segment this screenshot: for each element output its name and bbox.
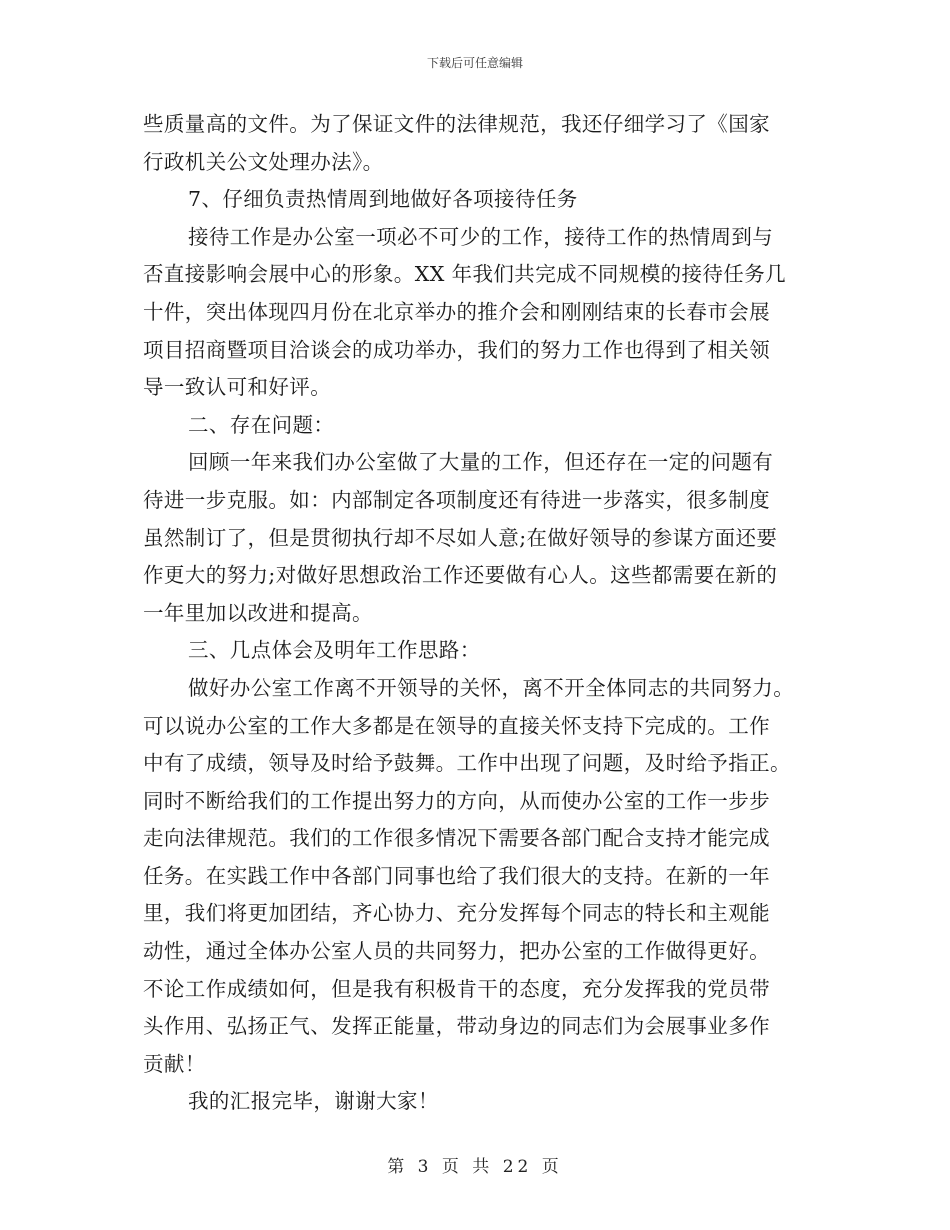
text-line: 一年里加以改进和提高。 — [143, 600, 373, 625]
text-line: 走向法律规范。我们的工作很多情况下需要各部门配合支持才能完成 — [143, 826, 770, 851]
document-body — [143, 106, 811, 1121]
text-line: 动性，通过全体办公室人员的共同努力，把办公室的工作做得更好。 — [143, 939, 770, 964]
text-line: 我的汇报完毕，谢谢大家！ — [188, 1089, 439, 1114]
text-line: 里，我们将更加团结，齐心协力、充分发挥每个同志的特长和主观能 — [143, 901, 770, 926]
text-line: 可以说办公室的工作大多都是在领导的直接关怀支持下完成的。工作 — [143, 713, 770, 738]
text-line: 7、仔细负责热情周到地做好各项接待任务 — [188, 187, 578, 212]
text-line: 否直接影响会展中心的形象。XX 年我们共完成不同规模的接待任务几 — [143, 262, 787, 287]
text-line: 做好办公室工作离不开领导的关怀，离不开全体同志的共同努力。 — [188, 675, 795, 700]
text-line: 作更大的努力;对做好思想政治工作还要做有心人。这些都需要在新的 — [143, 563, 778, 588]
text-line: 头作用、弘扬正气、发挥正能量，带动身边的同志们为会展事业多作 — [143, 1014, 770, 1039]
text-line: 中有了成绩，领导及时给予鼓舞。工作中出现了问题，及时给予指正。 — [143, 751, 791, 776]
text-line: 三、几点体会及明年工作思路： — [188, 638, 481, 663]
text-line: 十件，突出体现四月份在北京举办的推介会和刚刚结束的长春市会展 — [143, 299, 770, 324]
text-line: 回顾一年来我们办公室做了大量的工作，但还存在一定的问题有 — [188, 450, 774, 475]
text-line: 项目招商暨项目洽谈会的成功举办，我们的努力工作也得到了相关领 — [143, 337, 770, 362]
text-line: 接待工作是办公室一项必不可少的工作，接待工作的热情周到与 — [188, 224, 774, 249]
text-line: 虽然制订了，但是贯彻执行却不尽如人意;在做好领导的参谋方面还要 — [143, 525, 778, 550]
text-line: 二、存在问题： — [188, 412, 335, 437]
page-footer: 第 3 页 共 22 页 — [387, 1157, 563, 1177]
text-line: 任务。在实践工作中各部门同事也给了我们很大的支持。在新的一年 — [143, 863, 770, 888]
text-line: 些质量高的文件。为了保证文件的法律规范，我还仔细学习了《国家 — [143, 112, 770, 136]
text-line: 同时不断给我们的工作提出努力的方向，从而使办公室的工作一步步 — [143, 788, 770, 813]
text-line: 贡献！ — [143, 1051, 206, 1076]
text-line: 导一致认可和好评。 — [143, 375, 332, 400]
text-line: 待进一步克服。如：内部制定各项制度还有待进一步落实，很多制度 — [143, 487, 770, 512]
text-line: 不论工作成绩如何，但是我有积极肯干的态度，充分发挥我的党员带 — [143, 976, 770, 1001]
page-header: 下载后可任意编辑 — [426, 56, 523, 70]
text-line: 行政机关公文处理办法》。 — [143, 149, 384, 174]
